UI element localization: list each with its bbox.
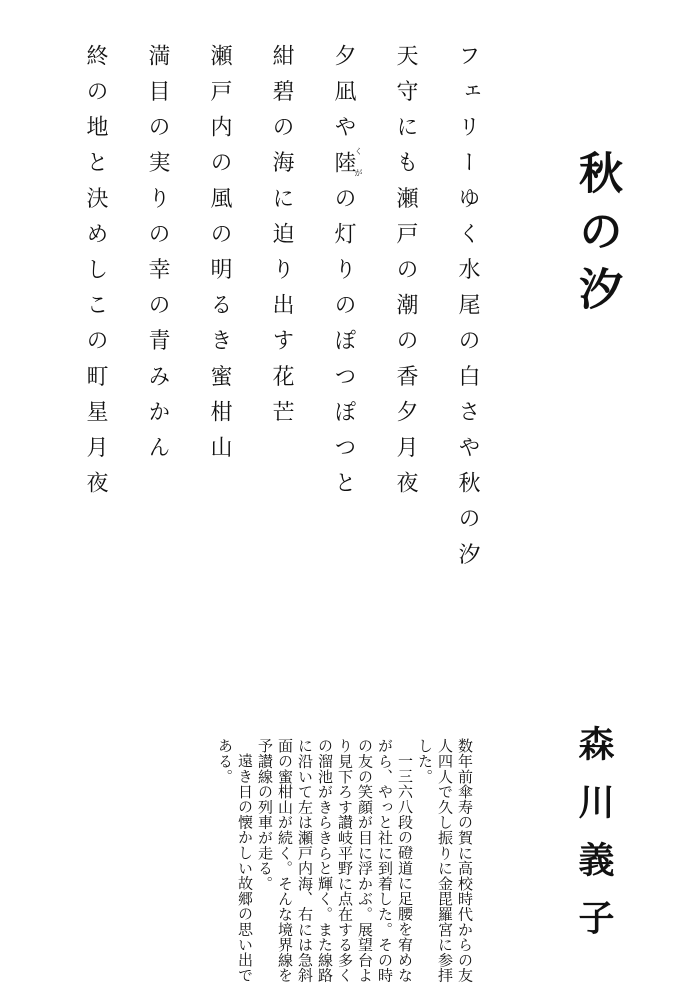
author-name: 森川義子 [573, 725, 615, 957]
haiku-line: 紺碧の海に迫り出す花芒 [269, 44, 294, 436]
prose-paragraph: 遠き日の懐かしい故郷の思い出である。 [216, 738, 254, 983]
haiku-line: フェリーゆく水尾の白さや秋の汐 [455, 44, 480, 578]
haiku-line: 終の地と決めしこの町星月夜 [83, 44, 108, 507]
haiku-sequence [64, 44, 498, 644]
haiku-line: 天守にも瀬戸の潮の香夕月夜 [393, 44, 418, 507]
prose-paragraph: 一三六八段の磴道に足腰を宥めながら、やっと社に到着した。その時の友の笑顔が目に浮かぶ。展望台より見下ろす讃岐平野に点在する多くの溜池がきらきらと輝く。また線路に沿いて左は瀬戸内海、右には急斜面の蜜柑山が続く。そんな境界線を予讃線の列車が走る。 [256, 738, 414, 983]
haiku-line-part: の灯りのぽつぽつと [331, 186, 356, 507]
haiku-line [312, 44, 374, 644]
furigana-ruby [331, 147, 363, 191]
page-title: 秋の汐 [571, 150, 622, 324]
haiku-line: 瀬戸内の風の明るき蜜柑山 [207, 44, 232, 472]
prose-note [215, 738, 475, 986]
ruby-reading: くが [354, 147, 363, 191]
haiku-line: 満目の実りの幸の青みかん [145, 44, 170, 472]
haiku-line-part: 夕凪や [331, 44, 356, 151]
ruby-base: 陸 [331, 147, 356, 191]
prose-paragraph: 数年前傘寿の賀に高校時代からの友人四人で久し振りに金毘羅宮に参拝した。 [416, 738, 474, 983]
